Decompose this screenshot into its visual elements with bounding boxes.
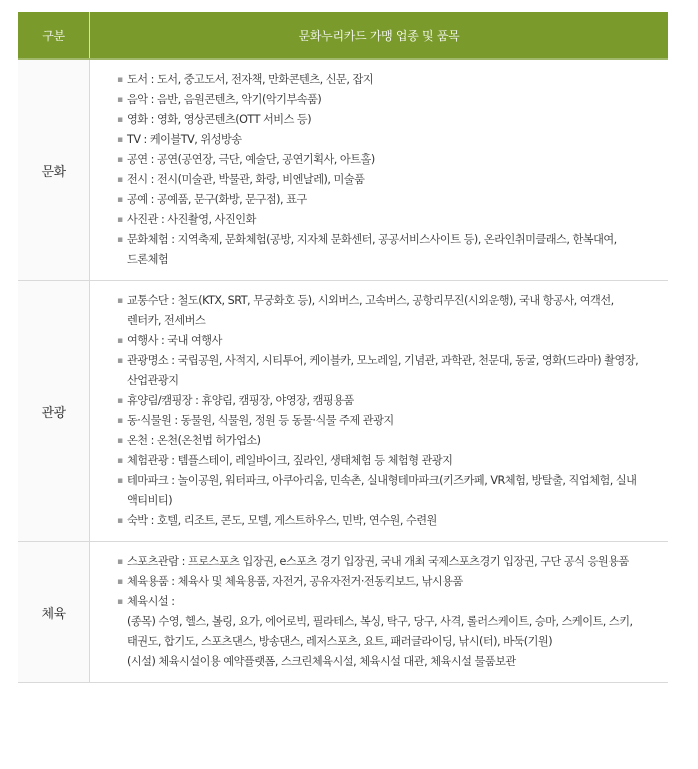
list-item: ▪ 휴양림/캠핑장 : 휴양림, 캠핑장, 야영장, 캠핑용품	[117, 391, 646, 411]
item-list	[117, 291, 646, 531]
category-cell: 관광	[18, 281, 90, 542]
bullet-icon: ▪	[117, 135, 123, 145]
bullet-icon: ▪	[117, 416, 123, 426]
list-item: ▪ 동·식물원 : 동물원, 식물원, 정원 등 동물·식물 주제 관광지	[117, 411, 646, 431]
sub-item-facilities: (시설) 체육시설이용 예약플랫폼, 스크린체육시설, 체육시설 대관, 체육시설 물품보관	[127, 655, 516, 668]
list-item: ▪ 체육용품 : 체육사 및 체육용품, 자전거, 공유자전거·전동킥보드, 낚시용품	[117, 572, 646, 592]
bullet-icon: ▪	[117, 155, 123, 165]
bullet-icon: ▪	[117, 396, 123, 406]
list-item: ▪ 숙박 : 호텔, 리조트, 콘도, 모텔, 게스트하우스, 민박, 연수원, 수련원	[117, 511, 646, 531]
bullet-icon: ▪	[117, 95, 123, 105]
bullet-icon: ▪	[117, 75, 123, 85]
table-row-tourism	[18, 281, 668, 542]
table-row-sports	[18, 542, 668, 683]
list-item: ▪ 문화체험 : 지역축제, 문화체험(공방, 지자체 문화센터, 공공서비스사이트 등), 온라인취미클래스, 한복대여, 드론체험	[117, 230, 646, 270]
items-cell	[90, 542, 669, 683]
bullet-icon: ▪	[117, 557, 123, 567]
list-item: ▪ TV : 케이블TV, 위성방송	[117, 130, 646, 150]
affiliate-category-table	[18, 12, 668, 683]
bullet-icon: ▪	[117, 195, 123, 205]
bullet-icon: ▪	[117, 235, 123, 245]
bullet-icon: ▪	[117, 577, 123, 587]
list-item: ▪ 교통수단 : 철도(KTX, SRT, 무궁화호 등), 시외버스, 고속버스, 공항리무진(시외운행), 국내 항공사, 여객선, 렌터카, 전세버스	[117, 291, 646, 331]
list-item: ▪ 공예 : 공예품, 문구(화방, 문구점), 표구	[117, 190, 646, 210]
bullet-icon: ▪	[117, 175, 123, 185]
bullet-icon: ▪	[117, 215, 123, 225]
list-item: ▪ 전시 : 전시(미술관, 박물관, 화랑, 비엔날레), 미술품	[117, 170, 646, 190]
bullet-icon: ▪	[117, 296, 123, 306]
item-list	[117, 552, 646, 672]
bullet-icon: ▪	[117, 436, 123, 446]
header-category: 구분	[18, 12, 90, 59]
table-header-row	[18, 12, 668, 59]
bullet-icon: ▪	[117, 476, 123, 486]
bullet-icon: ▪	[117, 356, 123, 366]
bullet-icon: ▪	[117, 456, 123, 466]
list-item: ▪ 관광명소 : 국립공원, 사적지, 시티투어, 케이블카, 모노레일, 기념관, 과학관, 천문대, 동굴, 영화(드라마) 촬영장, 산업관광지	[117, 351, 646, 391]
item-list	[117, 70, 646, 270]
list-item: ▪ 사진관 : 사진촬영, 사진인화	[117, 210, 646, 230]
items-cell	[90, 59, 669, 281]
list-item: ▪ 영화 : 영화, 영상콘텐츠(OTT 서비스 등)	[117, 110, 646, 130]
list-item: ▪ 공연 : 공연(공연장, 극단, 예술단, 공연기획사, 아트홀)	[117, 150, 646, 170]
bullet-icon: ▪	[117, 336, 123, 346]
bullet-icon: ▪	[117, 597, 123, 607]
list-item: ▪ 여행사 : 국내 여행사	[117, 331, 646, 351]
list-item: ▪ 온천 : 온천(온천법 허가업소)	[117, 431, 646, 451]
list-item: ▪ 도서 : 도서, 중고도서, 전자책, 만화콘텐츠, 신문, 잡지	[117, 70, 646, 90]
bullet-icon: ▪	[117, 516, 123, 526]
sub-item-events: (종목) 수영, 헬스, 볼링, 요가, 에어로빅, 필라테스, 복싱, 탁구, 당구, 사격, 롤러스케이트, 승마, 스케이트, 스키, 태권도, 합기도, 스포츠댄스, 방송댄스, 레저스포츠, 요트, 패러글라이딩, 낚시(터), 바둑(기원)	[127, 615, 633, 648]
list-item: ▪ 음악 : 음반, 음원콘텐츠, 악기(악기부속품)	[117, 90, 646, 110]
bullet-icon: ▪	[117, 115, 123, 125]
items-cell	[90, 281, 669, 542]
table-row-culture	[18, 59, 668, 281]
header-items: 문화누리카드 가맹 업종 및 품목	[90, 12, 669, 59]
list-item: ▪ 테마파크 : 놀이공원, 워터파크, 아쿠아리움, 민속촌, 실내형테마파크(키즈카페, VR체험, 방탈출, 직업체험, 실내 액티비티)	[117, 471, 646, 511]
list-item: ▪ 체험관광 : 템플스테이, 레일바이크, 짚라인, 생태체험 등 체험형 관광지	[117, 451, 646, 471]
category-cell: 문화	[18, 59, 90, 281]
list-item: ▪ 스포츠관람 : 프로스포츠 입장권, e스포츠 경기 입장권, 국내 개최 국제스포츠경기 입장권, 구단 공식 응원용품	[117, 552, 646, 572]
list-item: ▪ 체육시설 : (종목) 수영, 헬스, 볼링, 요가, 에어로빅, 필라테스, 복싱, 탁구, 당구, 사격, 롤러스케이트, 승마, 스케이트, 스키, 태권도, 합기도, 스포츠댄스, 방송댄스, 레저스포츠, 요트, 패러글라이딩, 낚시(터), 바둑(기원) (시설) 체육시설이용 예약플랫폼, 스크린체육시설, 체육시설 대관, 체육시설 물품보관	[117, 592, 646, 672]
category-cell: 체육	[18, 542, 90, 683]
